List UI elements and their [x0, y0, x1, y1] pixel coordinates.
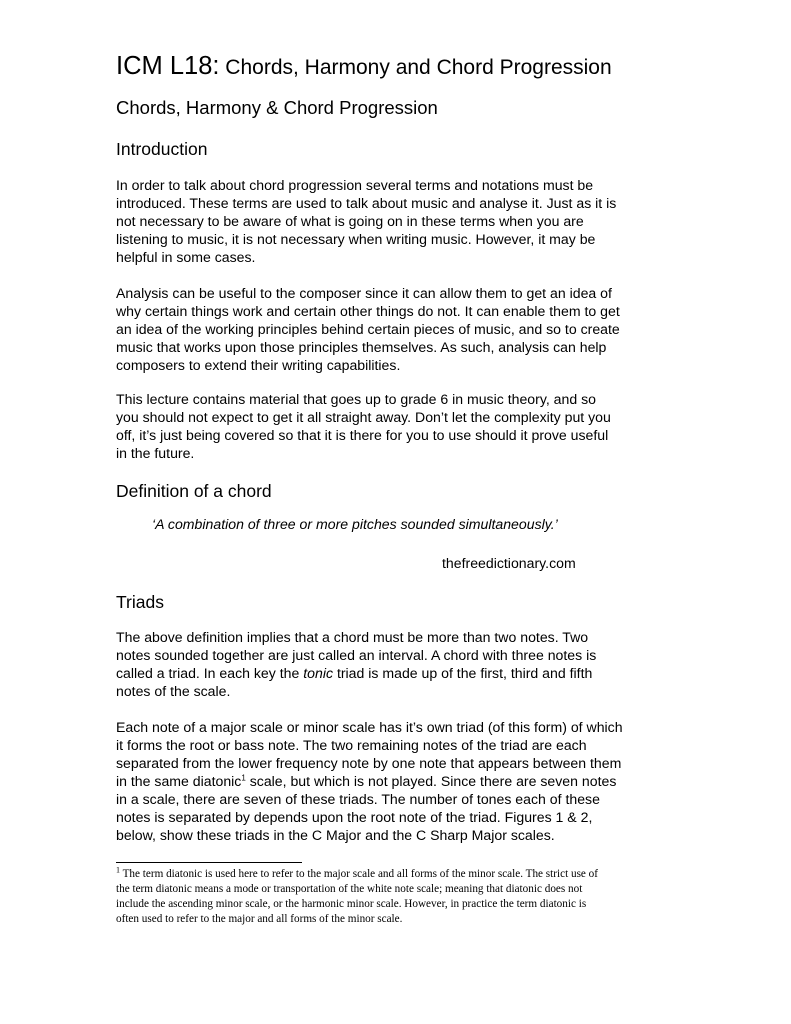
text-line: Each note of a major scale or minor scale has it’s own triad (of this form) of which [116, 719, 623, 735]
text-line [116, 867, 696, 882]
text-run: triad is made up of the first, third and fifth [333, 665, 593, 681]
text-line: in the future. [116, 445, 195, 461]
footnote-marker: 1 [116, 865, 120, 875]
footnote-divider [116, 862, 302, 863]
emphasis-tonic: tonic [303, 665, 334, 681]
text-line: it forms the root or bass note. The two remaining notes of the triad are each [116, 737, 587, 753]
text-line: This lecture contains material that goes up to grade 6 in music theory, and so [116, 391, 596, 407]
introduction-heading: Introduction [116, 139, 208, 159]
text-line: introduced. These terms are used to talk about music and analyse it. Just as it is [116, 195, 617, 211]
text-line: The above definition implies that a chord must be more than two notes. Two [116, 629, 589, 645]
text-line: separated from the lower frequency note by one note that appears between them [116, 755, 622, 771]
text-line: the term diatonic means a mode or transportation of the white note scale; meaning that diatonic does not [116, 883, 583, 895]
text-line: below, show these triads in the C Major and the C Sharp Major scales. [116, 827, 555, 843]
text-line: notes sounded together are just called an interval. A chord with three notes is [116, 647, 597, 663]
text-line: notes of the scale. [116, 683, 231, 699]
definition-heading: Definition of a chord [116, 481, 272, 501]
title-prefix: ICM L18: [116, 52, 220, 80]
triads-paragraph-2 [116, 718, 691, 844]
text-line: why certain things work and certain other things do not. It can enable them to get [116, 303, 620, 319]
triads-paragraph-1 [116, 628, 691, 700]
text-line: include the ascending minor scale, or the harmonic minor scale. However, in practice the term diatonic is [116, 898, 587, 910]
text-line: not necessary to be aware of what is going on in these terms when you are [116, 213, 584, 229]
text-run: The term diatonic is used here to refer to the major scale and all forms of the minor scale. The strict use of [120, 868, 599, 880]
definition-quote: ‘A combination of three or more pitches sounded simultaneously.’ [152, 516, 558, 532]
text-line [116, 664, 691, 682]
text-line: Analysis can be useful to the composer since it can allow them to get an idea of [116, 285, 612, 301]
text-line: notes is separated by depends upon the root note of the triad. Figures 1 & 2, [116, 809, 593, 825]
text-line: helpful in some cases. [116, 249, 256, 265]
text-run: in the same diatonic [116, 773, 242, 789]
introduction-paragraph-1 [116, 176, 691, 266]
text-line: often used to refer to the major and all forms of the minor scale. [116, 913, 403, 925]
document-title [116, 46, 612, 85]
text-line: off, it’s just being covered so that it is there for you to use should it prove useful [116, 427, 609, 443]
text-line: in a scale, there are seven of these triads. The number of tones each of these [116, 791, 600, 807]
triads-heading: Triads [116, 592, 164, 612]
text-line: composers to extend their writing capabilities. [116, 357, 401, 373]
quote-source: thefreedictionary.com [442, 555, 576, 571]
introduction-paragraph-2 [116, 284, 691, 374]
footnote [116, 867, 696, 927]
text-run: called a triad. In each key the [116, 665, 304, 681]
footnote-reference[interactable]: 1 [241, 773, 246, 783]
text-line [116, 772, 691, 790]
text-line: music that works upon those principles themselves. As such, analysis can help [116, 339, 607, 355]
text-line: listening to music, it is not necessary when writing music. However, it may be [116, 231, 596, 247]
document-subtitle: Chords, Harmony & Chord Progression [116, 97, 438, 118]
text-line: you should not expect to get it all straight away. Don’t let the complexity put you [116, 409, 611, 425]
introduction-paragraph-3 [116, 390, 691, 462]
text-run: scale, but which is not played. Since there are seven notes [245, 773, 617, 789]
text-line: an idea of the working principles behind certain pieces of music, and so to create [116, 321, 620, 337]
title-text: Chords, Harmony and Chord Progression [219, 56, 612, 79]
text-line: In order to talk about chord progression several terms and notations must be [116, 177, 594, 193]
